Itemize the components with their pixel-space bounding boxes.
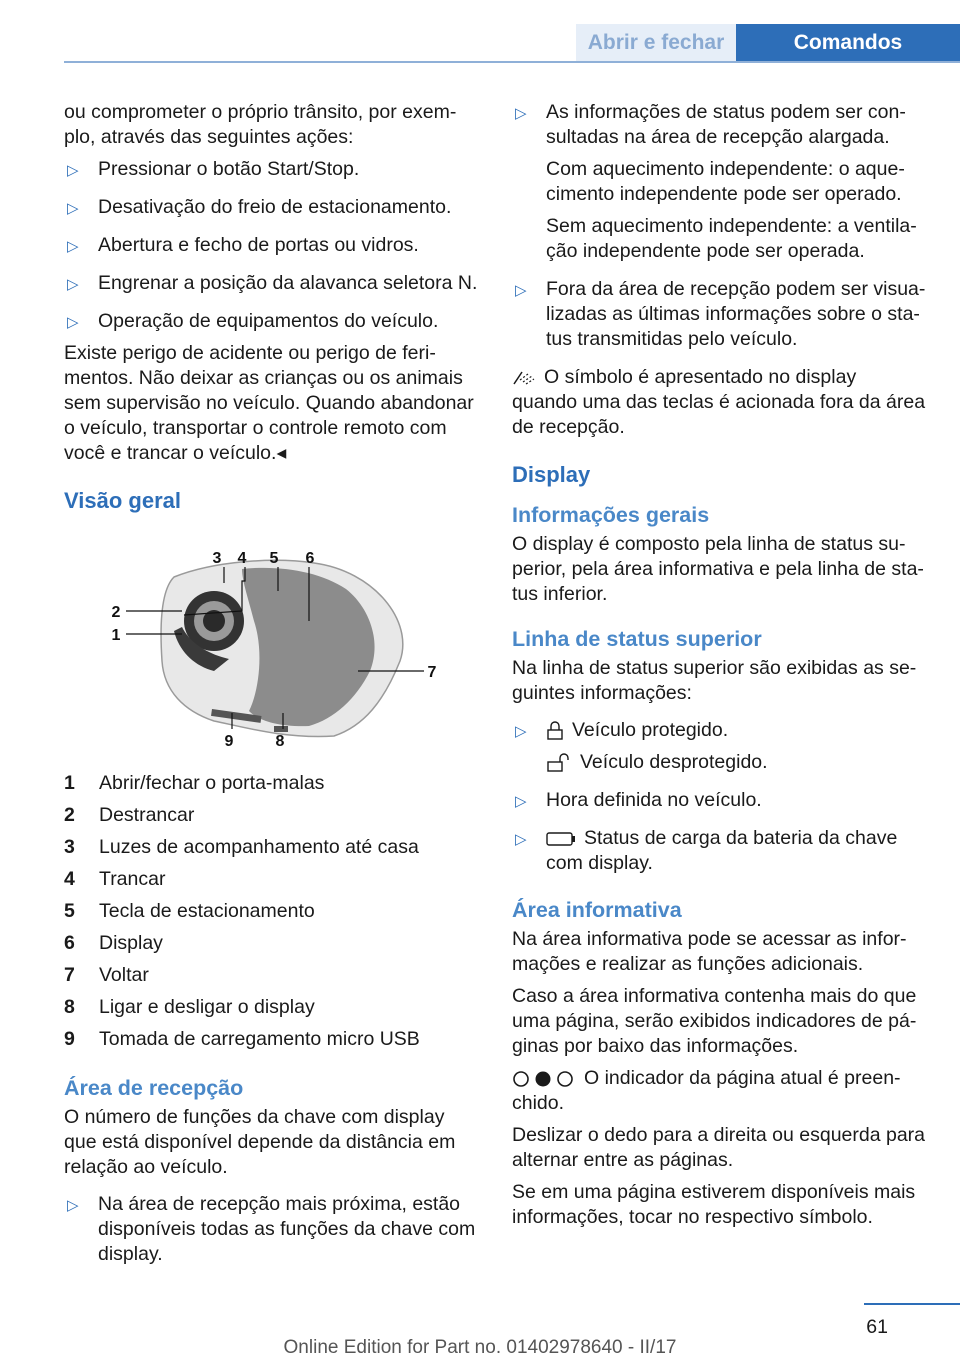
legend-item: 7 Voltar — [64, 964, 149, 986]
bullet-arrow-icon: ▷ — [515, 105, 527, 122]
callout-7: 7 — [427, 664, 437, 681]
battery-bullet: ▷ Status de carga da bateria da chave com display. — [515, 827, 898, 874]
action-bullet: ▷ Pressionar o botão Start/Stop. — [64, 157, 480, 182]
legend-item: 9 Tomada de carregamento micro USB — [64, 1028, 420, 1050]
status-info-bullet: ▷ As informações de status podem ser con- sultadas na área de recepção alargada. Com aquecimento independente: o aque- cimento independente pode ser operado. Sem aquecimento independente: a ventila- ção independente pode ser operada. — [515, 101, 917, 262]
legend-list — [64, 771, 480, 1052]
info-text-3: Deslizar o dedo para a direita ou esquerda para alternar entre as páginas. — [512, 1124, 926, 1171]
callout-9: 9 — [224, 733, 234, 750]
page-indicator-icon — [512, 1069, 576, 1089]
lock-closed-icon — [546, 721, 564, 741]
header-rule — [64, 61, 960, 63]
bullet-arrow-icon: ▷ — [67, 200, 79, 217]
action-bullet: ▷ Operação de equipamentos do veículo. — [64, 309, 480, 334]
callout-2: 2 — [111, 604, 121, 621]
outside-range-bullet: ▷ Fora da área de recepção podem ser visua- lizadas as últimas informações sobre o sta- tus transmitidas pelo veículo. — [515, 278, 926, 350]
right-column — [512, 100, 926, 1237]
bullet-arrow-icon: ▷ — [515, 723, 527, 740]
symbol-note: O símbolo é apresentado no display quando uma das teclas é acionada fora da área de recepção. — [512, 366, 926, 438]
page-indicator-note: O indicador da página atual é preen- chido. — [512, 1067, 901, 1114]
header-section-tab: Abrir e fechar — [576, 24, 736, 62]
bullet-arrow-icon: ▷ — [67, 1197, 79, 1214]
left-column — [64, 100, 480, 1280]
intro-text: ou comprometer o próprio trânsito, por exem- plo, através das seguintes ações: — [64, 101, 457, 148]
legend-item: 6 Display — [64, 932, 163, 954]
bullet-arrow-icon: ▷ — [67, 162, 79, 179]
bullet-arrow-icon: ▷ — [515, 793, 527, 810]
info-text-2: Caso a área informativa contenha mais do que uma página, serão exibidos indicadores de pá- ginas por baixo das informações. — [512, 985, 917, 1057]
display-key-image — [64, 531, 480, 761]
header-chapter-tab: Comandos — [736, 24, 960, 62]
info-text-1: Na área informativa pode se acessar as infor- mações e realizar as funções adicionais. — [512, 928, 907, 975]
bullet-arrow-icon: ▷ — [515, 831, 527, 848]
legend-item: 4 Trancar — [64, 868, 166, 890]
callout-4: 4 — [237, 550, 247, 567]
footer-rule — [864, 1303, 960, 1305]
bullet-arrow-icon: ▷ — [67, 314, 79, 331]
action-bullet: ▷ Engrenar a posição da alavanca seletora N. — [64, 271, 480, 296]
lock-open-icon — [546, 753, 572, 773]
legend-item: 3 Luzes de acompanhamento até casa — [64, 836, 419, 858]
callout-8: 8 — [275, 733, 285, 750]
legend-item: 5 Tecla de estacionamento — [64, 900, 315, 922]
bullet-arrow-icon: ▷ — [515, 282, 527, 299]
display-heading: Display — [512, 462, 591, 487]
callout-6: 6 — [305, 550, 315, 567]
time-bullet: ▷ Hora definida no veículo. — [512, 788, 926, 813]
edition-line: Online Edition for Part no. 01402978640 - II/17 — [283, 1337, 677, 1358]
key-illustration — [64, 531, 480, 761]
warning-text: Existe perigo de acidente ou perigo de feri- mentos. Não deixar as crianças ou os animais sem supervisão no veículo. Quando abandonar o veículo, transportar o controle remoto com você e trancar o veículo.◂ — [64, 342, 474, 464]
callout-1: 1 — [111, 627, 121, 644]
legend-item: 8 Ligar e desligar o display — [64, 996, 315, 1018]
battery-icon — [546, 831, 576, 847]
info-text-4: Se em uma página estiverem disponíveis mais informações, tocar no respectivo símbolo. — [512, 1181, 916, 1228]
page-number: 61 — [866, 1316, 888, 1338]
legend-item: 2 Destrancar — [64, 804, 195, 826]
bullet-arrow-icon: ▷ — [67, 276, 79, 293]
status-line-heading: Linha de status superior — [512, 627, 762, 651]
vehicle-security-bullet: ▷ Veículo protegido. Veículo desprotegido. — [515, 719, 768, 773]
general-info-heading: Informações gerais — [512, 503, 710, 527]
callout-3: 3 — [212, 550, 222, 567]
out-of-range-icon — [512, 368, 536, 388]
bullet-arrow-icon: ▷ — [67, 238, 79, 255]
info-area-heading: Área informativa — [512, 898, 682, 922]
status-line-text: Na linha de status superior são exibidas as se- guintes informações: — [512, 657, 917, 704]
reception-heading: Área de recepção — [64, 1076, 244, 1100]
general-info-text: O display é composto pela linha de status su- perior, pela área informativa e pela linha de sta- tus inferior. — [512, 533, 924, 605]
legend-item: 1 Abrir/fechar o porta-malas — [64, 772, 325, 794]
reception-text: O número de funções da chave com display que está disponível depende da distância em relação ao veículo. — [64, 1106, 456, 1178]
action-bullet: ▷ Desativação do freio de estacionamento. — [64, 195, 480, 220]
reception-bullet: ▷ Na área de recepção mais próxima, estão disponíveis todas as funções da chave com display. — [67, 1193, 476, 1265]
overview-heading: Visão geral — [64, 488, 181, 513]
callout-5: 5 — [269, 550, 279, 567]
action-bullet: ▷ Abertura e fecho de portas ou vidros. — [64, 233, 480, 258]
